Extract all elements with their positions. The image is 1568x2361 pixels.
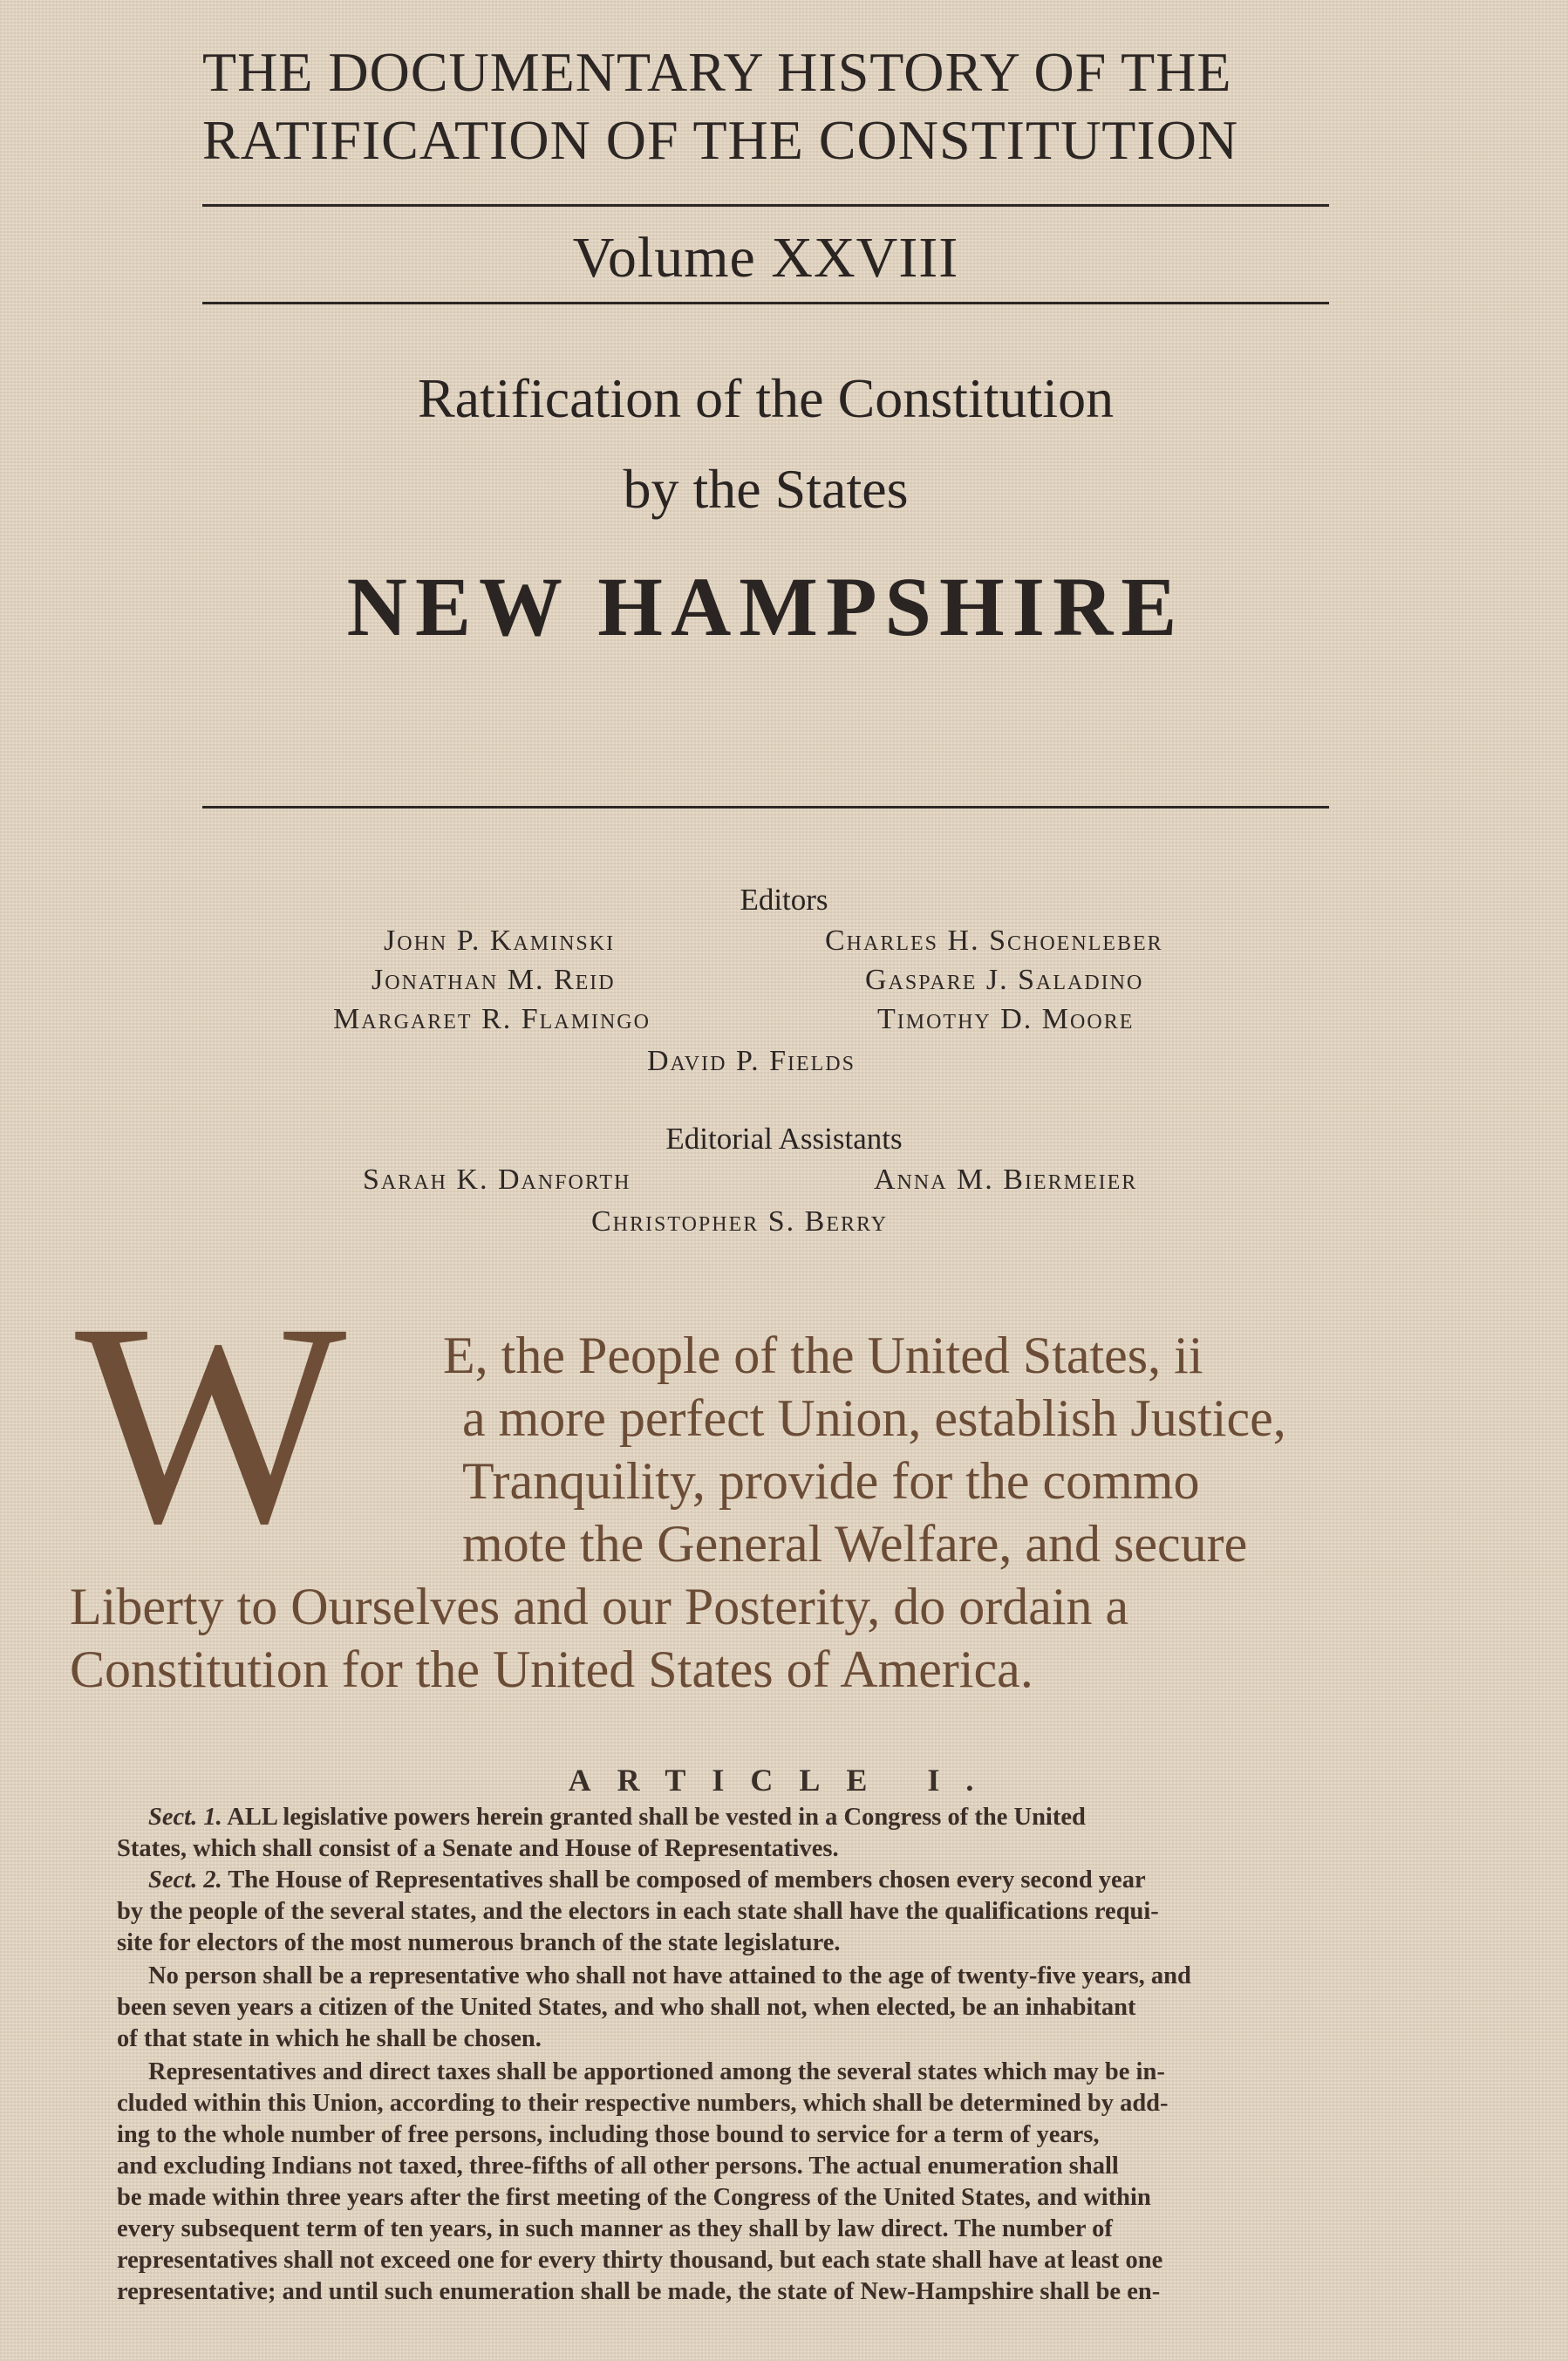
preamble-dropcap: W <box>75 1265 347 1583</box>
preamble-line: mote the General Welfare, and secure <box>462 1515 1248 1573</box>
subtitle-line-2: by the States <box>623 458 909 520</box>
article-line <box>148 1804 1086 1832</box>
article-text: The House of Representatives shall be composed of members chosen every second year <box>228 1866 1146 1894</box>
article-line <box>148 1866 1146 1894</box>
editors-heading: Editors <box>740 883 828 917</box>
article-line: representatives shall not exceed one for every thirty thousand, but each state shall have at least one <box>117 2247 1163 2274</box>
top-rule <box>202 204 1329 207</box>
article-line: been seven years a citizen of the United States, and who shall not, when elected, be an inhabitant <box>117 1994 1136 2021</box>
preamble-line: Tranquility, provide for the commo <box>462 1452 1200 1510</box>
article-line: No person shall be a representative who shall not have attained to the age of twenty-five years, and <box>148 1962 1191 1989</box>
article-text: ALL legislative powers herein granted shall be vested in a Congress of the United <box>227 1804 1086 1831</box>
article-line: by the people of the several states, and the electors in each state shall have the qualifications requi- <box>117 1898 1159 1925</box>
section-label: Sect. 1. <box>148 1804 222 1831</box>
article-line: site for electors of the most numerous branch of the state legislature. <box>117 1929 841 1956</box>
editor-name: Jonathan M. Reid <box>372 964 616 996</box>
editor-name: Timothy D. Moore <box>877 1003 1135 1035</box>
article-line: of that state in which he shall be chosen. <box>117 2025 542 2052</box>
article-line: Representatives and direct taxes shall be apportioned among the several states which may be in- <box>148 2058 1165 2085</box>
state-rule <box>202 806 1329 809</box>
series-title <box>202 38 1336 174</box>
preamble-line: Liberty to Ourselves and our Posterity, do ordain a <box>70 1578 1129 1635</box>
preamble-line: E, the People of the United States, ii <box>443 1327 1203 1384</box>
article-line: cluded within this Union, according to their respective numbers, which shall be determined by add- <box>117 2090 1169 2117</box>
preamble-line: Constitution for the United States of America. <box>70 1641 1033 1698</box>
volume-rule <box>202 302 1329 304</box>
state-title: NEW HAMPSHIRE <box>346 560 1185 653</box>
editor-name: Gaspare J. Saladino <box>865 964 1144 996</box>
series-title-line-1: THE DOCUMENTARY HISTORY OF THE <box>202 41 1232 103</box>
section-label: Sect. 2. <box>148 1866 222 1894</box>
editor-name: John P. Kaminski <box>384 925 616 957</box>
assistants-heading: Editorial Assistants <box>665 1122 903 1156</box>
preamble-line: a more perfect Union, establish Justice, <box>462 1389 1286 1447</box>
assistant-name: Anna M. Biermeier <box>874 1163 1138 1196</box>
subtitle-line-1: Ratification of the Constitution <box>417 367 1115 429</box>
volume-number: Volume XXVIII <box>572 226 959 290</box>
editor-name: Charles H. Schoenleber <box>825 925 1163 957</box>
article-title: ARTICLE I. <box>568 1763 1000 1798</box>
assistant-name: Sarah K. Danforth <box>363 1163 631 1196</box>
editor-name: David P. Fields <box>647 1045 856 1077</box>
subtitle <box>202 353 1329 535</box>
article-line: every subsequent term of ten years, in such manner as they shall by law direct. The number of <box>117 2215 1113 2242</box>
article-line: be made within three years after the first meeting of the Congress of the United States, and within <box>117 2184 1151 2211</box>
editor-name: Margaret R. Flamingo <box>333 1003 651 1035</box>
article-line: and excluding Indians not taxed, three-fifths of all other persons. The actual enumeration shall <box>117 2153 1119 2180</box>
series-title-line-2: RATIFICATION OF THE CONSTITUTION <box>202 109 1239 171</box>
article-line: ing to the whole number of free persons, including those bound to service for a term of years, <box>117 2121 1100 2148</box>
article-line: States, which shall consist of a Senate and House of Representatives. <box>117 1835 839 1862</box>
assistant-name: Christopher S. Berry <box>591 1205 889 1238</box>
article-line: representative; and until such enumeration shall be made, the state of New-Hampshire shall be en- <box>117 2278 1161 2305</box>
